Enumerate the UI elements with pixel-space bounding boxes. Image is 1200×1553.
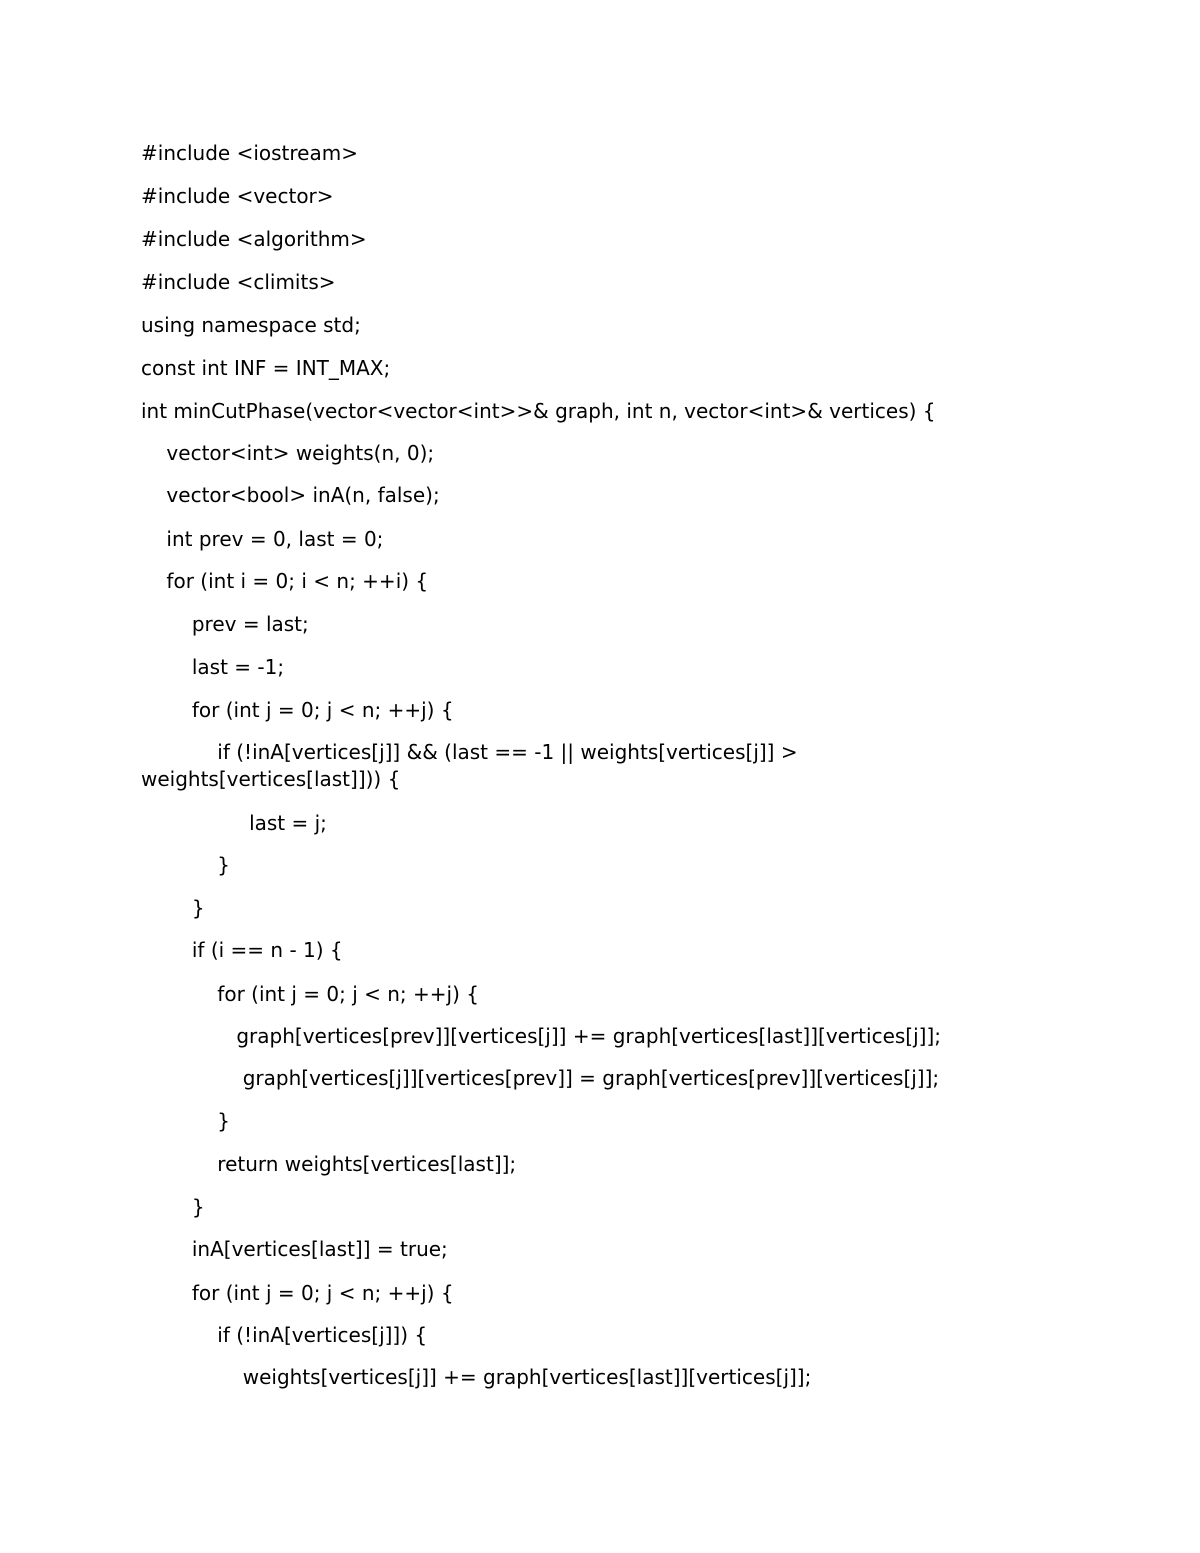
code-line: weights[vertices[j]] += graph[vertices[last]][vertices[j]];: [141, 1365, 812, 1389]
code-line: last = -1;: [141, 655, 285, 679]
code-line: using namespace std;: [141, 313, 361, 337]
code-line: const int INF = INT_MAX;: [141, 356, 391, 380]
code-line: }: [141, 1109, 231, 1133]
code-line: int minCutPhase(vector<vector<int>>& graph, int n, vector<int>& vertices) {: [141, 399, 936, 423]
code-line: if (!inA[vertices[j]]) {: [141, 1323, 428, 1347]
code-line: vector<bool> inA(n, false);: [141, 483, 440, 507]
code-line: #include <iostream>: [141, 141, 358, 165]
code-line: #include <algorithm>: [141, 227, 367, 251]
code-line: int prev = 0, last = 0;: [141, 527, 384, 551]
code-line: graph[vertices[prev]][vertices[j]] += graph[vertices[last]][vertices[j]];: [141, 1024, 941, 1048]
code-line: }: [141, 853, 231, 877]
code-line: last = j;: [141, 811, 327, 835]
code-line: graph[vertices[j]][vertices[prev]] = graph[vertices[prev]][vertices[j]];: [141, 1066, 940, 1090]
code-line: for (int j = 0; j < n; ++j) {: [141, 698, 454, 722]
code-line: }: [141, 896, 205, 920]
code-line: for (int i = 0; i < n; ++i) {: [141, 569, 429, 593]
code-line: if (!inA[vertices[j]] && (last == -1 || weights[vertices[j]] > weights[vertices[last]])) {: [141, 740, 804, 791]
code-line: if (i == n - 1) {: [141, 938, 343, 962]
code-line: vector<int> weights(n, 0);: [141, 441, 435, 465]
code-line: return weights[vertices[last]];: [141, 1152, 517, 1176]
code-line: inA[vertices[last]] = true;: [141, 1237, 448, 1261]
code-line: #include <climits>: [141, 270, 336, 294]
code-line: for (int j = 0; j < n; ++j) {: [141, 982, 479, 1006]
code-line: prev = last;: [141, 612, 309, 636]
code-line: for (int j = 0; j < n; ++j) {: [141, 1281, 454, 1305]
code-line: #include <vector>: [141, 184, 334, 208]
code-line: }: [141, 1195, 205, 1219]
